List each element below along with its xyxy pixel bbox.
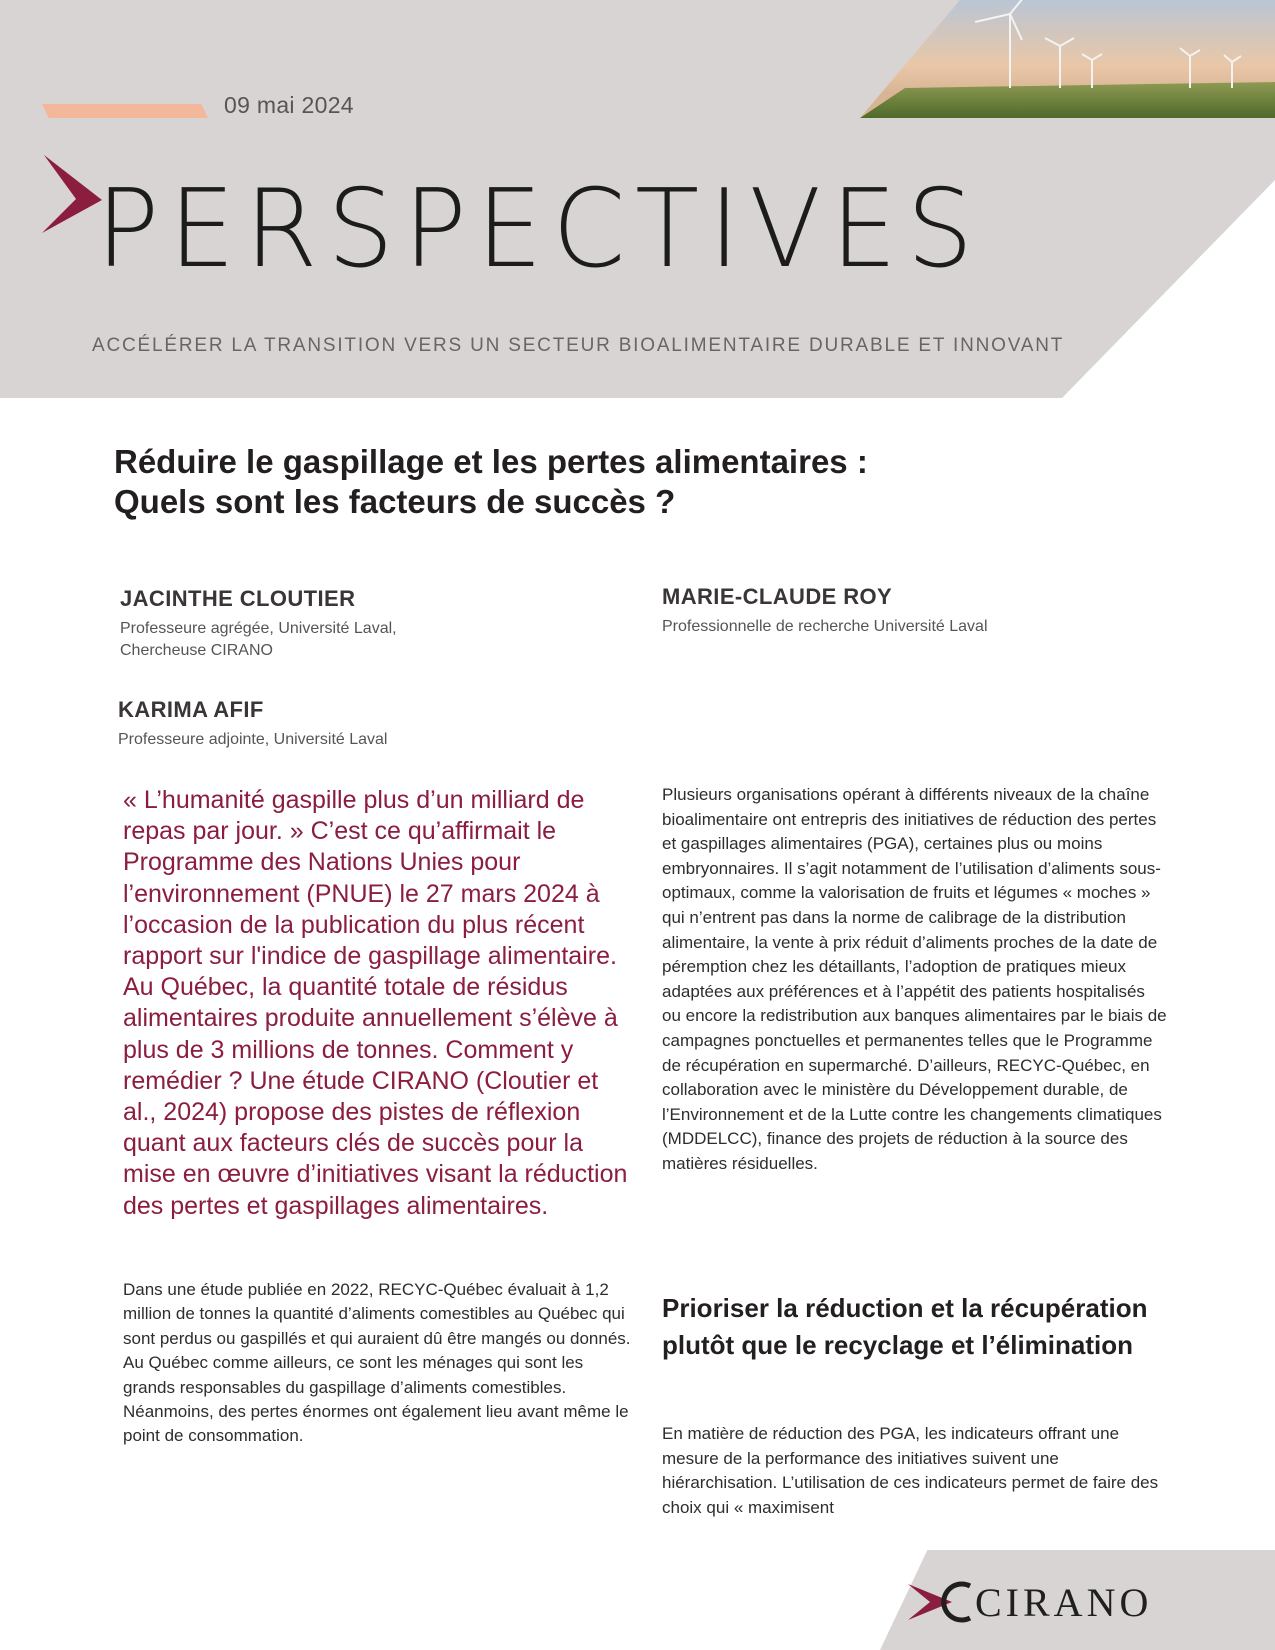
author-karima-afif (118, 697, 387, 751)
cirano-logo-text: CIRANO (975, 1580, 1153, 1625)
author-name: MARIE-CLAUDE ROY (662, 584, 893, 609)
author-role: Professeure agrégée, Université Laval, Chercheuse CIRANO (120, 620, 397, 659)
date-accent-bar (42, 104, 208, 118)
wind-farm-photo (860, 0, 1275, 118)
lead-paragraph: « L’humanité gaspille plus d’un milliard de repas par jour. » C’est ce qu’affirmait le Programme des Nations Unies pour l’environnement (PNUE) le 27 mars 2024 à l’occasion de la publication du plus récent rapport sur l'indice de gaspillage alimentaire. Au Québec, la quantité totale de résidus alimentaires produite annuellement s’élève à plus de 3 millions de tonnes. Comment y remédier ? Une étude CIRANO (Cloutier et al., 2024) propose des pistes de réflexion quant aux facteurs clés de succès pour la mise en œuvre d’initiatives visant la réduction des pertes et gaspillages alimentaires. (123, 786, 628, 1220)
perspectives-wordmark: PERSPECTIVES (96, 167, 983, 292)
author-name: JACINTHE CLOUTIER (120, 586, 356, 611)
title-line-2: Quels sont les facteurs de succès ? (114, 482, 676, 520)
author-role: Professionnelle de recherche Université Laval (662, 618, 988, 635)
author-role: Professeure adjointe, Université Laval (118, 731, 388, 748)
author-name: KARIMA AFIF (118, 697, 264, 722)
body-paragraph-left: Dans une étude publiée en 2022, RECYC-Québec évaluait à 1,2 million de tonnes la quantité d’aliments comestibles au Québec qui sont perdus ou gaspillés et qui auraient dû être mangés ou donnés. Au Québec comme ailleurs, ce sont les ménages qui sont les grands responsables du gaspillage d’aliments comestibles. Néanmoins, des pertes énormes ont également lieu avant même le point de consommation. (123, 1280, 631, 1446)
publication-date: 09 mai 2024 (224, 92, 354, 118)
body-paragraph-right-2: En matière de réduction des PGA, les indicateurs offrant une mesure de la performance des initiatives suivent une hiérarchisation. L’utilisation de ces indicateurs permet de faire des choix qui « maximisent (662, 1424, 1159, 1517)
cirano-logo-mark (908, 1580, 980, 1624)
author-jacinthe-cloutier (120, 586, 397, 661)
title-line-1: Réduire le gaspillage et les pertes alimentaires : (114, 443, 868, 480)
tagline: ACCÉLÉRER LA TRANSITION VERS UN SECTEUR BIOALIMENTAIRE DURABLE ET INNOVANT (92, 335, 1065, 356)
section-heading: Prioriser la réduction et la récupération plutôt que le recyclage et l’élimination (662, 1293, 1148, 1360)
body-paragraph-right: Plusieurs organisations opérant à différents niveaux de la chaîne bioalimentaire ont entrepris des initiatives de réduction des pertes et gaspillages alimentaires (PGA), certaines plus ou moins embryonnaires. Il s’agit notamment de l’utilisation d’aliments sous-optimaux, comme la valorisation de fruits et légumes « moches » qui n’entrent pas dans la norme de calibrage de la distribution alimentaire, la vente à prix réduit d’aliments proches de la date de péremption chez les détaillants, l’adoption de pratiques mieux adaptées aux préférences et à l’appétit des patients hospitalisés ou encore la redistribution aux banques alimentaires par le biais de campagnes ponctuelles et permanentes telles que le Programme de récupération en supermarché. D’ailleurs, RECYC-Québec, en collaboration avec le ministère du Développement durable, de l’Environnement et de la Lutte contre les changements climatiques (MDDELCC), finance des projets de réduction à la source des matières résiduelles. (662, 785, 1167, 1173)
article-title (114, 442, 1114, 521)
author-marie-claude-roy (662, 584, 988, 638)
